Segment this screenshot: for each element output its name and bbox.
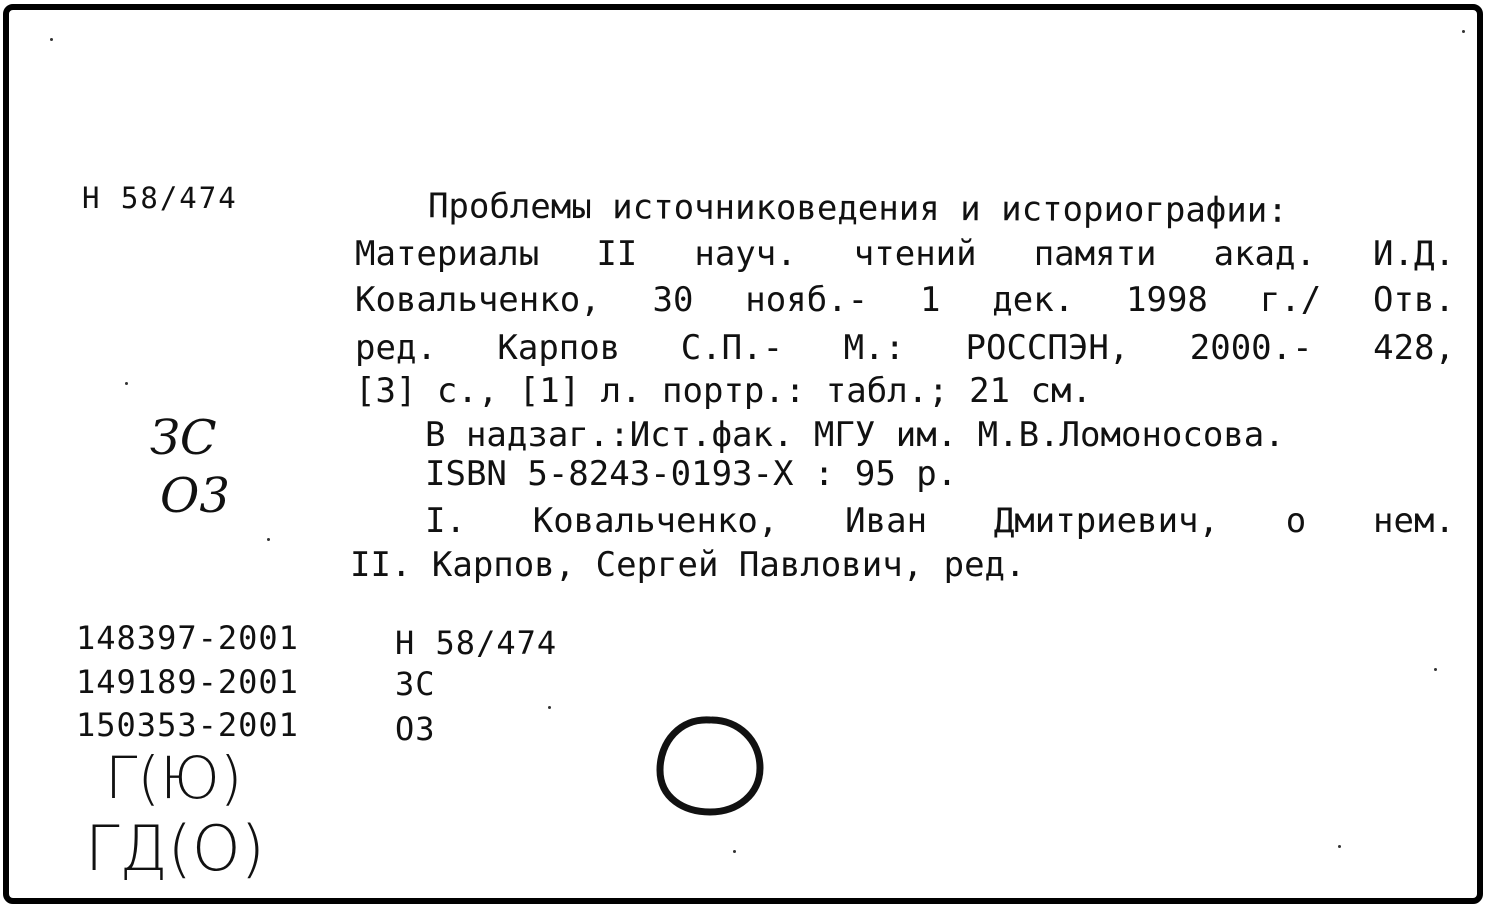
description-line-4: ред. Карпов С.П.- М.: РОССПЭН, 2000.- 428, (355, 328, 1455, 368)
note-line: В надзаг.:Ист.фак. МГУ им. М.В.Ломоносова. (425, 415, 1285, 455)
scan-speck (50, 38, 53, 41)
scan-speck (1338, 845, 1341, 848)
scan-speck (1462, 30, 1465, 33)
scan-speck (125, 382, 128, 385)
inventory-number: 148397-2001 (76, 619, 299, 657)
scan-speck (548, 706, 551, 709)
inventory-location: Н 58/474 (395, 624, 558, 662)
scan-speck (1434, 668, 1437, 671)
scan-speck (267, 538, 270, 541)
handwritten-code-2: О3 (160, 468, 230, 524)
description-line-3: Ковальченко, 30 нояб.- 1 дек. 1998 г./ Отв. (355, 280, 1455, 320)
scan-speck (733, 850, 736, 853)
title-line: Проблемы источниковедения и историографии: (427, 186, 1288, 231)
added-entry-2: II. Карпов, Сергей Павлович, ред. (350, 545, 1026, 585)
added-entry-1: I. Ковальченко, Иван Дмитриевич, о нем. (425, 501, 1455, 541)
handwritten-note-2: ГД(О) (85, 812, 265, 885)
shelf-mark: Н 58/474 (82, 181, 238, 215)
inventory-number: 149189-2001 (76, 663, 299, 701)
circle-mark-icon (650, 712, 770, 822)
description-line-5: [3] с., [1] л. портр.: табл.; 21 см. (355, 371, 1092, 411)
isbn-line: ISBN 5-8243-0193-X : 95 р. (425, 454, 958, 494)
inventory-location: ЗС (395, 665, 436, 703)
inventory-location: О3 (395, 710, 436, 748)
handwritten-code-1: ЗС (150, 410, 217, 466)
handwritten-note-1: Г(Ю) (105, 744, 243, 812)
description-line-2: Материалы II науч. чтений памяти акад. И.Д. (355, 234, 1455, 274)
inventory-number: 150353-2001 (76, 706, 299, 744)
